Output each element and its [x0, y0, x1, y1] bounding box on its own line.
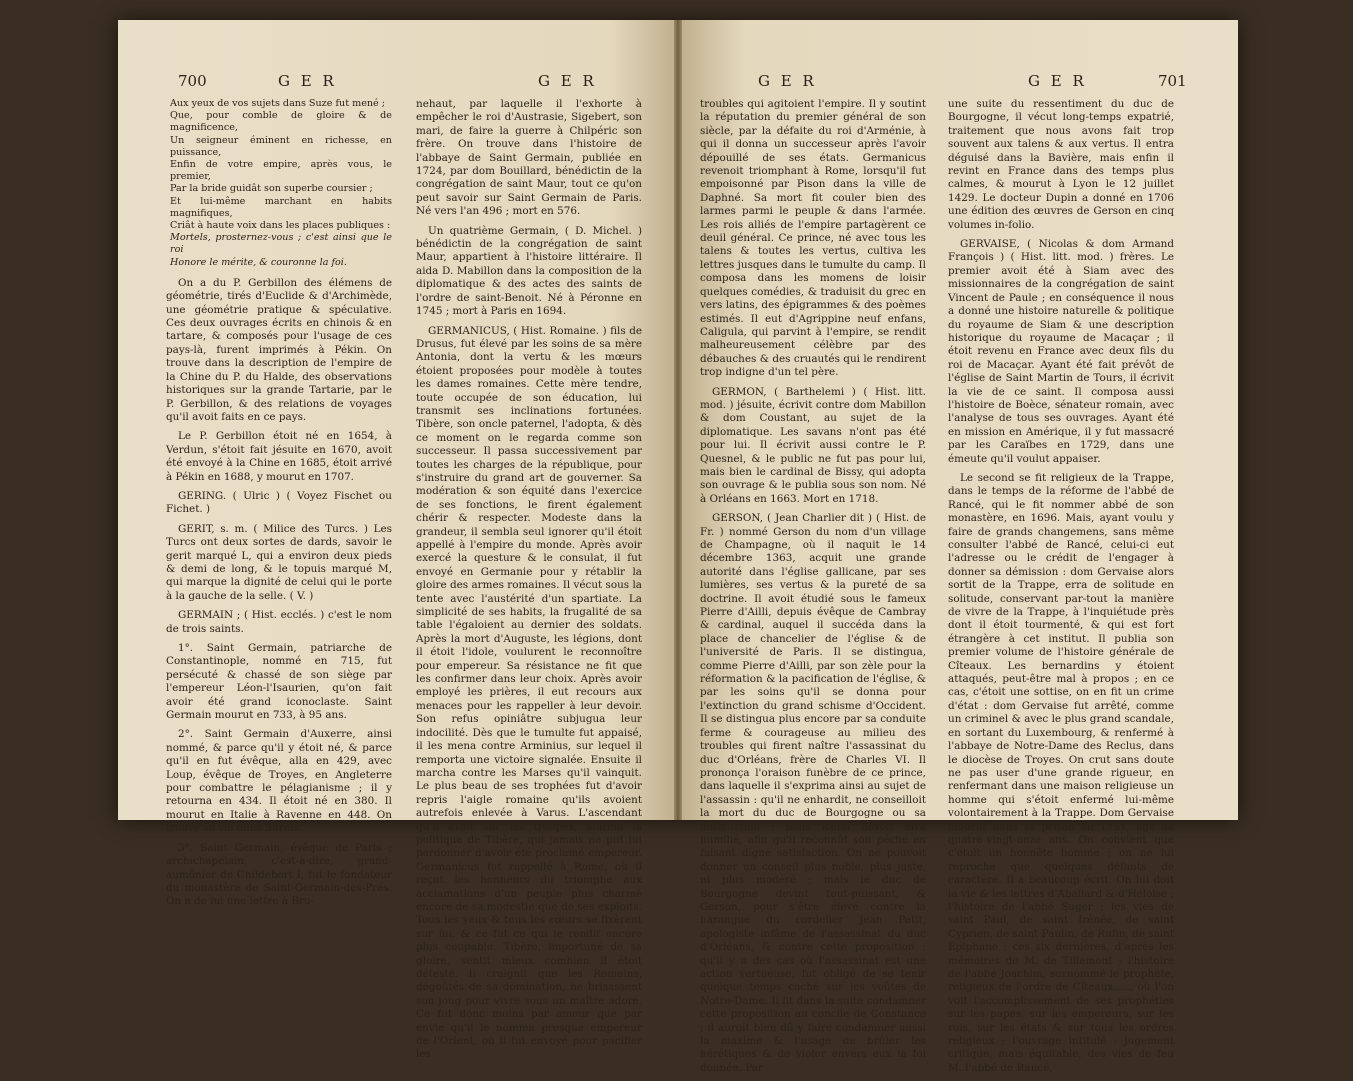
paragraph: 3°. Saint Germain, évêque de Paris ; archichapelain, c'est-à-dire, grand-aumônier de Childebert I, fut le fondateur du monastère de Saint-Germain-des-Prés. On a de lui une lettre à Bru- [166, 841, 392, 908]
verse-line: Par la bride guidât son superbe coursier ; [170, 183, 373, 195]
paragraph: nehaut, par laquelle il l'exhorte à empêcher le roi d'Austrasie, Sigebert, son mari, de faire la guerre à Chilpéric son frère. On trouve dans l'histoire de l'abbaye de Saint Germain, publiée en 1724, par dom Bouillard, bénédictin de la congrégation de saint Maur, tout ce qu'on peut savoir sur Saint Germain de Paris. Né vers l'an 496 ; mort en 576. [416, 98, 642, 218]
verse-line: Aux yeux de vos sujets dans Suze fut mené ; [170, 98, 386, 109]
verse-line: Un seigneur éminent en richesse, en puissance, [170, 134, 392, 158]
verse-block [166, 98, 392, 269]
paragraph: On a du P. Gerbillon des élémens de géométrie, tirés d'Euclide & d'Archimède, une géométrie pratique & spéculative. Ces deux ouvrages écrits en chinois & en tartare, & composés pour l'usage de ces pays-là, furent imprimés à Pékin. On trouve dans la description de l'empire de la Chine du P. du Halde, des observations historiques sur la grande Tartarie, par le P. Gerbillon, & des relations de voyages qu'il avoit faits en ce pays. [166, 276, 392, 423]
verse-line: Honore le mérite, & couronne la foi. [170, 256, 347, 268]
verse-line: Que, pour comble de gloire & de magnificence, [170, 110, 392, 134]
paragraph: Un quatrième Germain, ( D. Michel. ) bénédictin de la congrégation de saint Maur, appartient à l'histoire littéraire. Il aida D. Mabillon dans la composition de la diplomatique & des actes des saints de l'ordre de saint-Benoit. Né à Péronne en 1745 ; mort à Paris en 1694. [416, 224, 642, 318]
right-page [678, 20, 1238, 1074]
entry-gerit: GERIT, s. m. ( Milice des Turcs. ) Les Turcs ont deux sortes de dards, savoir le gerit marqué L, qui a environ deux pieds & demi de long, & le topuis marqué M, qui marque la dignité de celui qui le porte à la gauche de la selle. ( V. ) [166, 522, 392, 602]
page-number-right: 701 [1158, 72, 1187, 90]
entry-germain: GERMAIN ; ( Hist. ecclés. ) c'est le nom de trois saints. [166, 609, 392, 635]
running-header-right-2: G E R [1028, 72, 1087, 90]
right-column-2 [948, 98, 1174, 1081]
entry-germanicus: GERMANICUS, ( Hist. Romaine. ) fils de Drusus, fut élevé par les soins de sa mère Antonia, dont la vertu & les mœurs étoient proposées pour modèle à toutes les dames romaines. Cette mère tendre, toute occupée de son éducation, lui transmit ses inclinations fortunées. Tibère, son oncle paternel, l'adopta, & dès ce moment on le regarda comme son successeur. Il passa successivement par toutes les charges de la république, pour s'instruire du grand art de gouverner. Sa modération & son équité dans l'exercice de ses fonctions, le firent également chérir & respecter. Modeste dans la grandeur, il sembla seul ignorer qu'il étoit appellé à l'empire du monde. Après avoir exercé la questure & le consulat, il fut envoyé en Germanie pour y rétablir la gloire des armes romaines. Il vécut sous la tente avec l'austérité d'un spartiate. La simplicité de ses habits, la frugalité de sa table l'égaloient au dernier des soldats. Après la mort d'Auguste, les légions, dont il étoit l'idole, voulurent le reconnoître pour empereur. Sa résistance ne fit que les confirmer dans leur choix. Après avoir employé les prières, il eut recours aux menaces pour les rappeller à leur devoir. Son refus opiniâtre subjugua leur indocilité. Dès que le tumulte fut appaisé, il les mena contre Arminius, sur lequel il remporta une victoire signalée. Ensuite il marcha contre les Marses qu'il vainquit. Le plus beau de ses trophées fut d'avoir repris l'aigle romaine qu'ils avoient autrefois enlevée à Varus. L'ascendant qu'il avoit sur les troupes, alarma la politique de Tibère, qui jamais ne put lui pardonner d'avoir été proclamé empereur. Germanicus fut rappellé à Rome, où il reçut les honneurs du triomphe aux acclamations d'un peuple plus charmé encore de sa modestie que de ses exploits. Tous les yeux & tous les cœurs se fixèrent sur lui, & ce fut ce qui le rendit encore plus coupable. Tibère, importuné de sa gloire, sentit mieux combien il étoit détesté. Il craignit que les Romains, dégoûtés de sa domination, ne brisassent son joug pour vivre sous un maître adoré. Ce fut donc moins par amour que par envie qu'il le nomma presque empereur de l'Orient, où il fut envoyé pour pacifier les [416, 324, 642, 1061]
open-book [118, 20, 1238, 1074]
verse-line: Mortels, prosternez-vous ; c'est ainsi que le roi [170, 232, 392, 256]
paragraph: Le P. Gerbillon étoit né en 1654, à Verdun, s'étoit fait jésuite en 1670, avoit été envoyé à la Chine en 1685, étoit arrivé à Pékin en 1688, y mourut en 1707. [166, 430, 392, 483]
verse-line: Enfin de votre empire, après vous, le premier, [170, 159, 392, 183]
verse-line: Et lui-même marchant en habits magnifiques, [170, 195, 392, 219]
entry-gerson: GERSON, ( Jean Charlier dit ) ( Hist. de Fr. ) nommé Gerson du nom d'un village de Champagne, où il naquit le 14 décembre 1363, acquit une grande autorité dans l'église gallicane, par ses lumières, ses vertus & la pureté de sa doctrine. Il avoit étudié sous le fameux Pierre d'Ailli, depuis évêque de Cambray & cardinal, auquel il succéda dans la place de chancelier de l'église & de l'université de Paris. Il se distingua, comme Pierre d'Ailli, par son zèle pour la réformation & la pacification de l'église, & par les soins qu'il se donna pour l'extinction du grand schisme d'Occident. Il se distingua plus encore par sa conduite ferme & courageuse au milieu des troubles qui firent naître l'assassinat du duc d'Orléans, frère de Charles VI. Il prononça l'oraison funèbre de ce prince, dans laquelle il s'exprima ainsi au sujet de l'assassin : qu'il ne enhardit, ne conseilloit la mort du duc de Bourgogne ou sa destruction ; mais icelui devoit être humilié, afin qu'il reconnût son péché en faisant digne satisfaction. On ne pouvoit donner un conseil plus noble, plus juste, ni plus modéré ; mais le duc de Bourgogne devint tout-puissant, & Gerson, pour s'être élevé contre la harangue du cordelier Jean Petit, apologiste infâme de l'assassinat du duc d'Orléans, & contre cette proposition : qu'il y a des cas où l'assassinat est une action vertueuse, fut obligé de se tenir quelque temps caché sur les voûtes de Notre-Dame. Il fit dans la suite condamner cette proposition au concile de Constance ; il auroit bien dû y faire condamner aussi la maxime & l'usage de brûler les hérétiques & de violer envers eux la foi donnée. Par [700, 512, 926, 1074]
paragraph: Le second se fit religieux de la Trappe, dans le temps de la réforme de l'abbé de Rancé, qui le fit nommer abbé de son monastère, en 1696. Mais, ayant voulu y faire de grands changemens, sans même consulter l'abbé de Rancé, celui-ci eut l'adresse ou le crédit de l'engager à donner sa démission : dom Gervaise alors sortit de la Trappe, erra de solitude en solitude, conservant par-tout la manière de vivre de la Trappe, à l'inquiétude près dont il étoit tourmenté, & qui est fort étrangère à cet institut. Il publia son premier volume de l'histoire générale de Cîteaux. Les bernardins y étoient attaqués, peut-être mal à propos ; en ce cas, c'étoit une sottise, on en fit un crime d'état : dom Gervaise fut arrêté, comme un criminel & avec le plus grand scandale, en sortant du Luxembourg, & renfermé à l'abbaye de Notre-Dame des Reclus, dans le diocèse de Troyes. On crut sans doute ne pas user d'une grande rigueur, en renfermant dans une maison religieuse un homme qui s'étoit enfermé lui-même volontairement à la Trappe. Dom Gervaise mourut dans sa prison en 1751, âgé de quatre-vingt-onze ans. On convient que c'étoit un honnête homme ; on ne lui reproche que quelques défauts de caractère. Il a beaucoup écrit. On lui doit la vie & les lettres d'Abailard & d'Héloïse ; l'histoire de l'abbé Suger ; les vies de saint Paul, de saint Irénée, de saint Cyprien, de saint Paulin, de Rufin, de saint Epiphane : ces six dernières, d'après les mémoires de M. de Tillemont ; l'histoire de l'abbé Joachim, surnommé le prophète, religieux de l'ordre de Cîteaux....., où l'on voit l'accomplissement de ses prophéties sur les papes, sur les empereurs, sur les rois, sur les états & sur tous les ordres religieux ; l'ouvrage intitulé : jugement critique, mais équitable, des vies de feu M. l'abbé de Rancé, [948, 471, 1174, 1074]
paragraph: troubles qui agitoient l'empire. Il y soutint la réputation du premier général de son siècle, par la défaite du roi d'Arménie, à qui il donna un successeur après l'avoir dépouillé de ses états. Germanicus revenoit triomphant à Rome, lorsqu'il fut empoisonné par Pison dans la ville de Daphné. Sa mort fit couler bien des larmes parmi le peuple & dans l'armée. Les rois alliés de l'empire partagèrent ce deuil général. Ce prince, né avec tous les talens & toutes les vertus, cultiva les lettres jusques dans le tumulte du camp. Il composa dans les momens de loisir quelques comédies, & traduisit du grec en vers latins, des épigrammes & des poèmes estimés. Il eut d'Agrippine neuf enfans, Caligula, qui parvint à l'empire, se rendit malheureusement célèbre par des débauches & des cruautés qui le rendirent trop indigne d'un tel père. [700, 98, 926, 379]
paragraph: 1°. Saint Germain, patriarche de Constantinople, nommé en 715, fut persécuté & chassé de son siège par l'empereur Léon-l'Isaurien, qu'on fait avoir été grand iconoclaste. Saint Germain mourut en 733, à 95 ans. [166, 642, 392, 722]
page-number-left: 700 [178, 72, 207, 90]
left-column-2 [416, 98, 642, 1068]
running-header-left-1: G E R [278, 72, 337, 90]
paragraph: une suite du ressentiment du duc de Bourgogne, il vécut long-temps expatrié, traitement que nous avons fait trop souvent aux talens & aux vertus. Il entra déguisé dans la Bavière, mais enfin il revint en France dans des temps plus calmes, & mourut à Lyon le 12 juillet 1429. Le docteur Dupin a donné en 1706 une édition des œuvres de Gerson en cinq volumes in-folio. [948, 98, 1174, 231]
left-column-1 [166, 98, 392, 915]
entry-gering: GERING. ( Ulric ) ( Voyez Fischet ou Fichet. ) [166, 489, 392, 516]
entry-germon: GERMON, ( Barthelemi ) ( Hist. litt. mod. ) jésuite, écrivit contre dom Mabillon & dom Coustant, au sujet de la diplomatique. Les savans n'ont pas été pour lui. Il écrivit aussi contre le P. Quesnel, & le public ne fut pas pour lui, mais bien le cardinal de Bissy, qui adopta son ouvrage & le publia sous son nom. Né à Orléans en 1663. Mort en 1718. [700, 385, 926, 505]
left-page [118, 20, 678, 1061]
verse-line: Criât à haute voix dans les places publiques : [170, 220, 391, 232]
running-header-right-1: G E R [758, 72, 817, 90]
book-gutter [674, 20, 682, 820]
running-header-left-2: G E R [538, 72, 597, 90]
entry-gervaise: GERVAISE, ( Nicolas & dom Armand François ) ( Hist. litt. mod. ) frères. Le premier avoit été à Siam avec des missionnaires de la congrégation de saint Vincent de Paule ; en conséquence il nous a donné une histoire naturelle & politique du royaume de Siam & une description historique du royaume de Macaçar ; il étoit revenu en France avec deux fils du roi de Macaçar. Ayant été fait prévôt de l'église de Saint Martin de Tours, il écrivit la vie de ce saint. Il composa aussi l'histoire de Boèce, sénateur romain, avec l'analyse de tous ses ouvrages. Ayant été en mission en Amérique, il y fut massacré par les Caraïbes en 1729, dans une émeute qu'il voulut appaiser. [948, 238, 1174, 465]
right-column-1 [700, 98, 926, 1081]
paragraph: 2°. Saint Germain d'Auxerre, ainsi nommé, & parce qu'il y étoit né, & parce qu'il en fut évêque, alla en 429, avec Loup, évêque de Troyes, en Angleterre pour combattre le pélagianisme ; il y retourna en 434. Il étoit né en 380. Il mourut en Italie à Ravenne en 448. On trouve sa vie dans Surius. [166, 728, 392, 835]
